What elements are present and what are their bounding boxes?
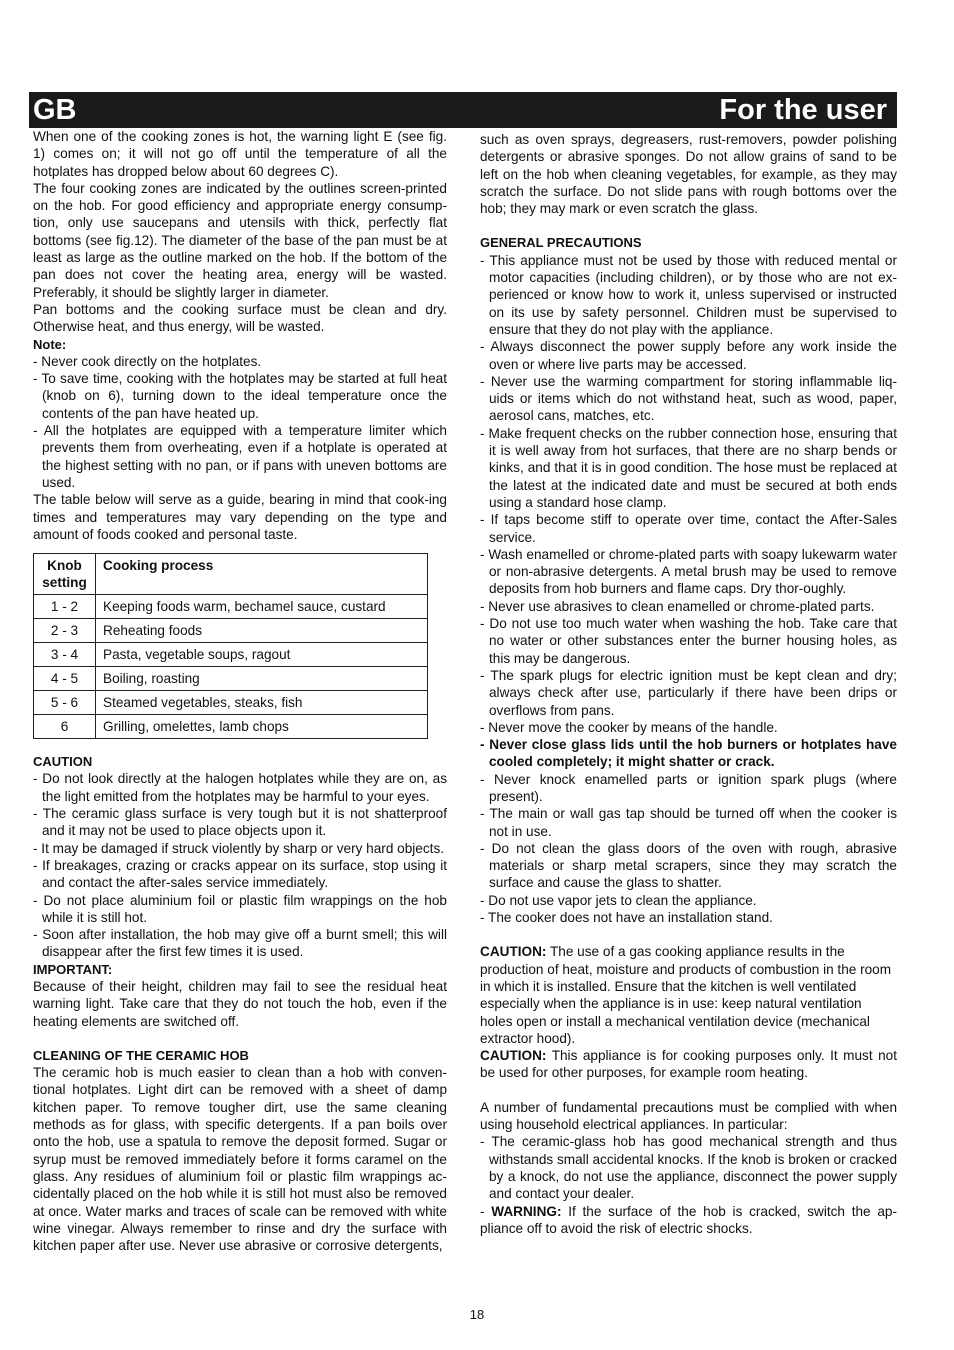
list-item: - Do not clean the glass doors of the oven with rough, abrasive materials or sharp metal scrapers, since they may scratch the surface and cause the glass to shatter. [480,840,897,891]
list-item: - If taps become stiff to operate over time, contact the After-Sales service. [480,512,897,545]
knob-settings-table [33,553,428,739]
list-item: - Wash enamelled or chrome-plated parts with soapy lukewarm water or non-abrasive detergents. A metal brush may be used to remove deposits from hob burners and flame caps. Dry thor-oughly. [480,546,897,597]
table-row [34,595,428,619]
list-item: - To save time, cooking with the hotplates may be started at full heat (knob on 6), turning down to the ideal temperature once the contents of the pan have heated up. [33,371,447,421]
list-item: - The ceramic glass surface is very tough but it is not shatterproof and it may not be used to place objects upon it. [33,806,447,839]
note-heading: Note: [33,336,67,352]
table-row [34,667,428,691]
language-code: GB [33,94,77,126]
list-item-bold: - Never close glass lids until the hob burners or hotplates have cooled completely; it might shatter or crack. [480,737,897,770]
cooking-zones-paragraph: The four cooking zones are indicated by the outlines screen-printed on the hob. For good efficiency and appropriate energy consump-tion, only use saucepans and utensils with thick, perfectly flat bottoms (see fig.12). The diameter of the base of the pan must be at least as large as the outline marked on the hob. If the bottom of the pan does not cover the heating area, energy will be wasted. Preferably, it should be slightly larger in diameter. [33,180,447,300]
header-cooking-process: Cooking process [96,554,428,595]
cleaning-paragraph: The ceramic hob is much easier to clean than a hob with conven-tional hotplates. Light dirt can be removed with a sheet of damp kitchen paper. To remove tougher dirt, use the same cleaning methods as for glass, with specific detergents. If a pan boils over onto the hob, use a spatula to remove the deposit formed. Sugar or syrup must be removed immediately before it forms caramel on the glass. Any residues of aluminium foil or plastic film wrappings ac-cidentally placed on the hob while it is still hot must also be removed at once. Water marks and traces of scale can be removed with white wine vinegar. Always remember to rinse and dry the surface with kitchen paper after use. Never use abrasive or corrosive detergents, [33,1065,447,1254]
section-title: For the user [719,94,887,126]
page-header [29,92,897,128]
knob-cell: 5 - 6 [34,691,96,715]
list-item: - Never use abrasives to clean enamelled or chrome-plated parts. [480,598,875,614]
table-intro-paragraph: The table below will serve as a guide, bearing in mind that cook-ing times and temperatures may vary depending on the type and amount of foods cooked and personal taste. [33,492,447,542]
general-precautions-heading: GENERAL PRECAUTIONS [480,235,642,251]
warning-paragraph: - WARNING: If the surface of the hob is cracked, switch the ap-pliance off to avoid the risk of electric shocks. [480,1203,897,1236]
process-cell: Boiling, roasting [96,667,428,691]
table-row [34,643,428,667]
table-header-row [34,554,428,595]
list-item: - It may be damaged if struck violently by sharp or very hard objects. [33,840,445,856]
important-paragraph: Because of their height, children may fail to see the residual heat warning light. Take care that they do not touch the hob, even if the heating elements are switched off. [33,978,447,1029]
list-item: - Do not use vapor jets to clean the appliance. [480,892,757,908]
list-item: - This appliance must not be used by those with reduced mental or motor capacities (including children), or by those who are not ex-perienced or know how to work it, unless supervised or instructed on its use by safety personnel. Children must be supervised to ensure that they do not play with the appliance. [480,252,897,337]
right-column [480,131,897,1237]
process-cell: Pasta, vegetable soups, ragout [96,643,428,667]
page-number: 18 [469,1307,485,1322]
warning-label: WARNING: [491,1203,562,1219]
caution-ventilation-paragraph: CAUTION: The use of a gas cooking appliance results in the production of heat, moisture and products of combustion in the room in which it is installed. Ensure that the kitchen is well ventilated especially when the appliance is in use: keep natural ventilation holes open or install a mechanical ventilation device (mechanical extractor hood). [480,944,892,1046]
knob-cell: 1 - 2 [34,595,96,619]
knob-cell: 6 [34,715,96,739]
knob-cell: 3 - 4 [34,643,96,667]
knob-cell: 2 - 3 [34,619,96,643]
list-item: - Make frequent checks on the rubber connection hose, ensuring that it is well away from hot surfaces, that there are no sharp bends or kinks, and that it is in good condition. The hose must be replaced at the latest at the indicated date and must be secured at both ends using a standard hose clamp. [480,425,897,510]
list-item: - Never use the warming compartment for storing inflammable liq-uids or items which do not withstand heat, such as wood, paper, aerosol cans, matches, etc. [480,373,897,424]
pan-bottoms-paragraph: Pan bottoms and the cooking surface must be clean and dry. Otherwise heat, and thus energy, will be wasted. [33,301,447,335]
list-item: - Always disconnect the power supply before any work inside the oven or where live parts may be accessed. [480,339,897,372]
caution-label: CAUTION: [480,944,547,960]
list-item: - Never move the cooker by means of the handle. [480,719,778,735]
list-item: - All the hotplates are equipped with a temperature limiter which prevents them from overheating, even if a hotplate is operated at the highest setting with no pan, or if pans with uneven bottoms are used. [33,423,447,490]
general-precautions-list [480,252,897,927]
list-item: - The spark plugs for electric ignition must be kept clean and dry; always check after use, particularly if there have been drips or overflows from pans. [480,667,897,718]
important-heading: IMPORTANT: [33,961,113,977]
cleaning-heading: CLEANING OF THE CERAMIC HOB [33,1047,249,1063]
list-item: - If breakages, crazing or cracks appear on its surface, stop using it and contact the after-sales service immediately. [33,857,447,891]
caution-heading: CAUTION [33,754,93,770]
warning-light-paragraph: When one of the cooking zones is hot, the warning light E (see fig. 1) comes on; it will not go off until the temperature of all the hotplates has dropped below about 60 degrees C). [33,129,447,179]
caution-label: CAUTION: [480,1048,547,1064]
cleaning-continued-paragraph: such as oven sprays, degreasers, rust-removers, powder polishing detergents or abrasive sponges. Do not allow grains of sand to be left on the hob when cleaning vegetables, for example, as they may scratch the surface. Do not slide pans with rough bottoms over the hob; they may mark or even scratch the glass. [480,132,897,217]
list-item: - Do not place aluminium foil or plastic film wrappings on the hob while it is still hot. [33,892,447,925]
process-cell: Reheating foods [96,619,428,643]
note-list [33,353,447,491]
fundamental-list [480,1133,897,1202]
list-item: - Do not use too much water when washing the hob. Take care that no water or other substances enter the burner housing holes, as this may be dangerous. [480,616,897,666]
process-cell: Steamed vegetables, steaks, fish [96,691,428,715]
table-row [34,691,428,715]
fundamental-precautions-paragraph: A number of fundamental precautions must be complied with when using household electrical appliances. In particular: [480,1099,897,1133]
list-item: - Do not look directly at the halogen hotplates while they are on, as the light emitted from the hotplates may be harmful to your eyes. [33,771,447,804]
knob-cell: 4 - 5 [34,667,96,691]
list-item: - Never cook directly on the hotplates. [33,353,262,369]
list-item: - The main or wall gas tap should be turned off when the cooker is not in use. [480,806,897,839]
list-item: - Soon after installation, the hob may give off a burnt smell; this will disappear after the first few times it is used. [33,927,447,960]
table-row [34,619,428,643]
list-item: - The cooker does not have an installation stand. [480,910,773,926]
header-knob-setting: Knob setting [34,554,96,595]
process-cell: Keeping foods warm, bechamel sauce, custard [96,595,428,619]
list-item: - The ceramic-glass hob has good mechanical strength and thus withstands small accidental knocks. If the knob is broken or cracked by a knock, do not use the appliance, disconnect the power supply and contact your dealer. [480,1134,898,1202]
caution-purpose-paragraph: CAUTION: This appliance is for cooking purposes only. It must not be used for other purposes, for example room heating. [480,1048,897,1081]
list-item: - Never knock enamelled parts or ignition spark plugs (where present). [480,771,897,804]
caution-list [33,770,447,960]
left-column [33,128,447,1254]
process-cell: Grilling, omelettes, lamb chops [96,715,428,739]
table-row [34,715,428,739]
